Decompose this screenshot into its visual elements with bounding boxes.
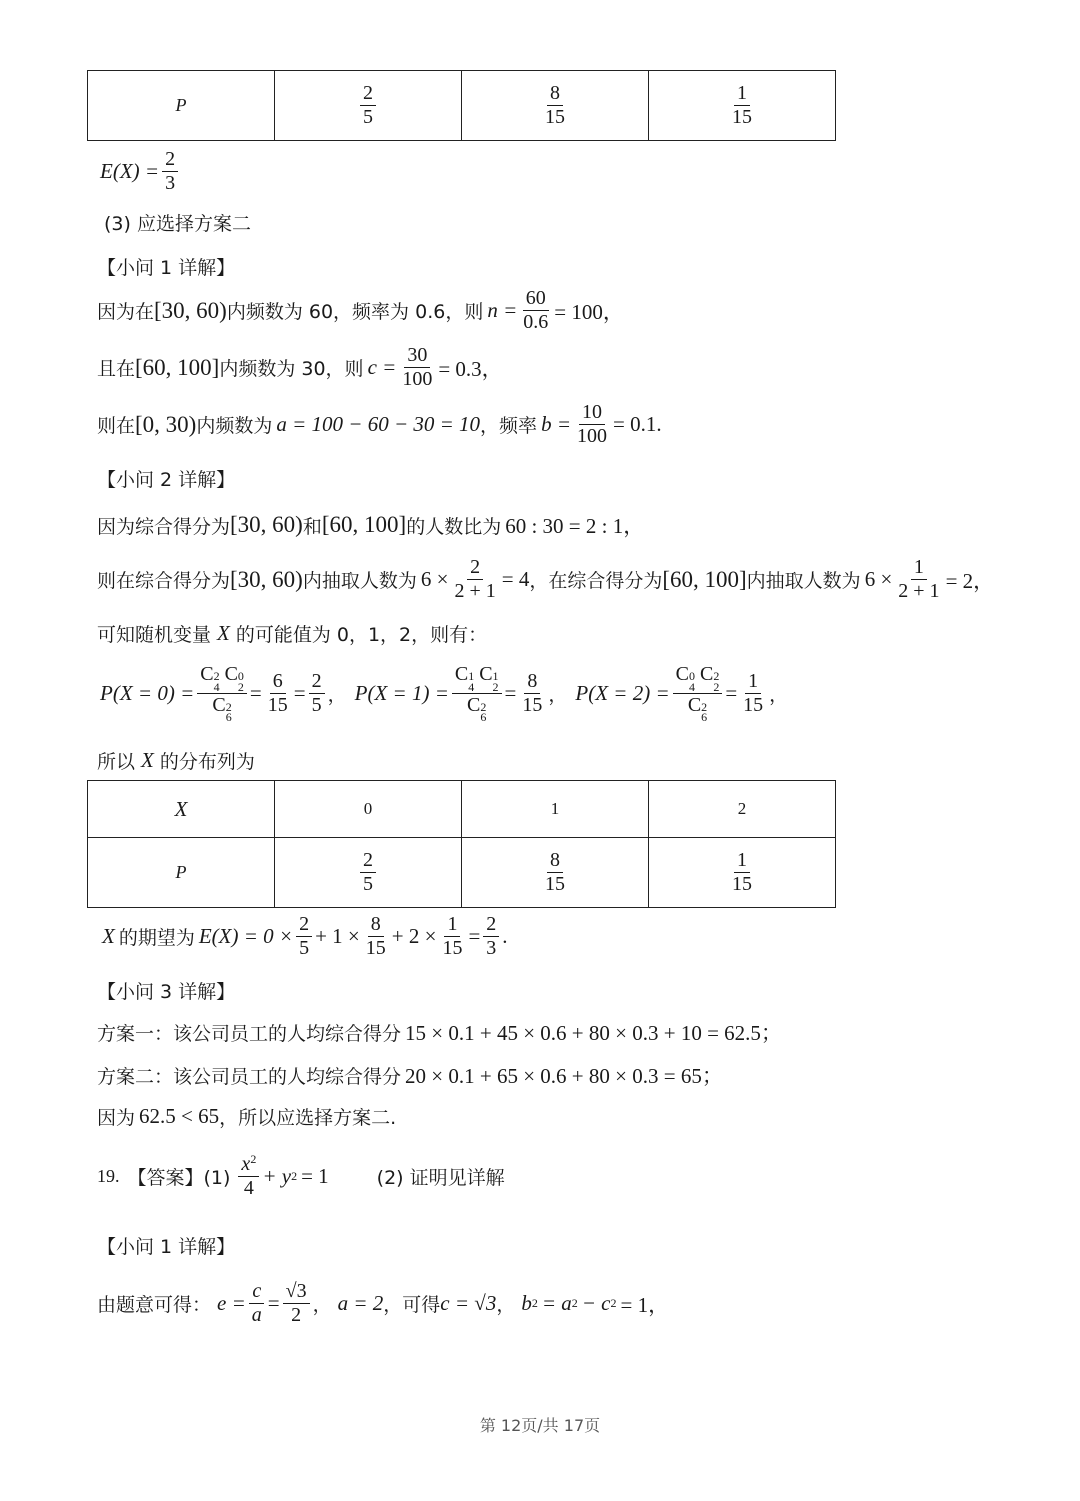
q19-sub1-line: 由题意可得： e = $\frac{c}{a}$ = $\frac{√3}{2}$ ， a = 2 ，可得 c = √3 ， b 2 = a 2 − c 2 = 1， — [97, 1280, 670, 1326]
q19-answer: 19. 【答案】(1) $\frac{x^2}{4}$ + y 2 = 1 (2) 证明见详解 — [97, 1152, 505, 1199]
prob-cell-0: $\frac{2}{5}$ — [275, 71, 462, 141]
sub2-line1: 因为综合得分为 [30, 60) 和 [60, 100] 的人数比为 60 : 30 = 2 : 1， — [97, 512, 645, 538]
x-value-0: 0 — [275, 781, 462, 838]
q19-sub1-heading: 【小问 1 详解】 — [97, 1236, 236, 1258]
prob-cell-1: $\frac{8}{15}$ — [462, 838, 649, 908]
row-label-p: P — [88, 71, 275, 141]
sub2-line2: 则在综合得分为 [30, 60) 内抽取人数为 6 × $\frac{2}{2 + 1}$ = 4 ，在综合得分为 [60, 100] 内抽取人数为 6 × $\frac{1}{2 + 1}$ = 2， — [97, 556, 995, 602]
distribution-table-top — [87, 70, 836, 141]
q3-answer: (3) 应选择方案二 — [104, 213, 251, 235]
row-label-p: P — [88, 838, 275, 908]
sub1-heading: 【小问 1 详解】 — [97, 257, 236, 279]
expectation-line: X 的期望为 E(X) = 0 × $\frac{2}{5}$ + 1 × $\frac{8}{15}$ + 2 × $\frac{1}{15}$ = $\frac{2}{3}$ . — [102, 913, 508, 959]
sub2-line3: 可知随机变量 X 的可能值为 0，1，2，则有： — [97, 621, 488, 646]
prob-cell-2: $\frac{1}{15}$ — [649, 838, 836, 908]
prob-cell-0: $\frac{2}{5}$ — [275, 838, 462, 908]
distribution-heading: 所以 X 的分布列为 — [97, 748, 255, 773]
sub3-line2: 方案二：该公司员工的人均综合得分 20 × 0.1 + 65 × 0.6 + 80 × 0.3 = 65； — [97, 1064, 723, 1088]
expectation-result: E(X) = $\frac{2}{3}$ — [100, 148, 181, 195]
probabilities-line: P(X = 0) = C 2 4 C 0 2 C 2 6 = $\frac{6}{15}$ = $\frac{2}{5}$ ， P(X = 1) = C 1 4 C 1 2 C 2 6 = $\frac{8}{15}$ ， P(X = 2) = C 0 4 C 2 2 C 2 6 = $\frac{1}{15}$ ， — [100, 663, 789, 725]
x-value-1: 1 — [462, 781, 649, 838]
sub3-line1: 方案一：该公司员工的人均综合得分 15 × 0.1 + 45 × 0.6 + 80 × 0.3 + 10 = 62.5； — [97, 1021, 782, 1045]
sub2-heading: 【小问 2 详解】 — [97, 469, 236, 491]
sub3-heading: 【小问 3 详解】 — [97, 981, 236, 1003]
row-label-x: X — [88, 781, 275, 838]
sub1-line3: 则在 [0, 30) 内频数为 a = 100 − 60 − 30 = 10 ，频率 b = $\frac{10}{100}$ = 0.1. — [97, 401, 662, 447]
page-footer: 第 12页/共 17页 — [479, 1416, 601, 1435]
sub1-line2: 且在 [60, 100] 内频数为 30，则 c = $\frac{30}{100}$ = 0.3， — [97, 344, 503, 390]
x-value-2: 2 — [649, 781, 836, 838]
distribution-table — [87, 780, 836, 908]
sub3-line3: 因为 62.5 < 65 ，所以应选择方案二. — [97, 1104, 397, 1129]
sub1-line1: 因为在 [30, 60) 内频数为 60，频率为 0.6，则 n = $\frac{60}{0.6}$ = 100， — [97, 287, 624, 333]
prob-cell-2: $\frac{1}{15}$ — [649, 71, 836, 141]
prob-cell-1: $\frac{8}{15}$ — [462, 71, 649, 141]
